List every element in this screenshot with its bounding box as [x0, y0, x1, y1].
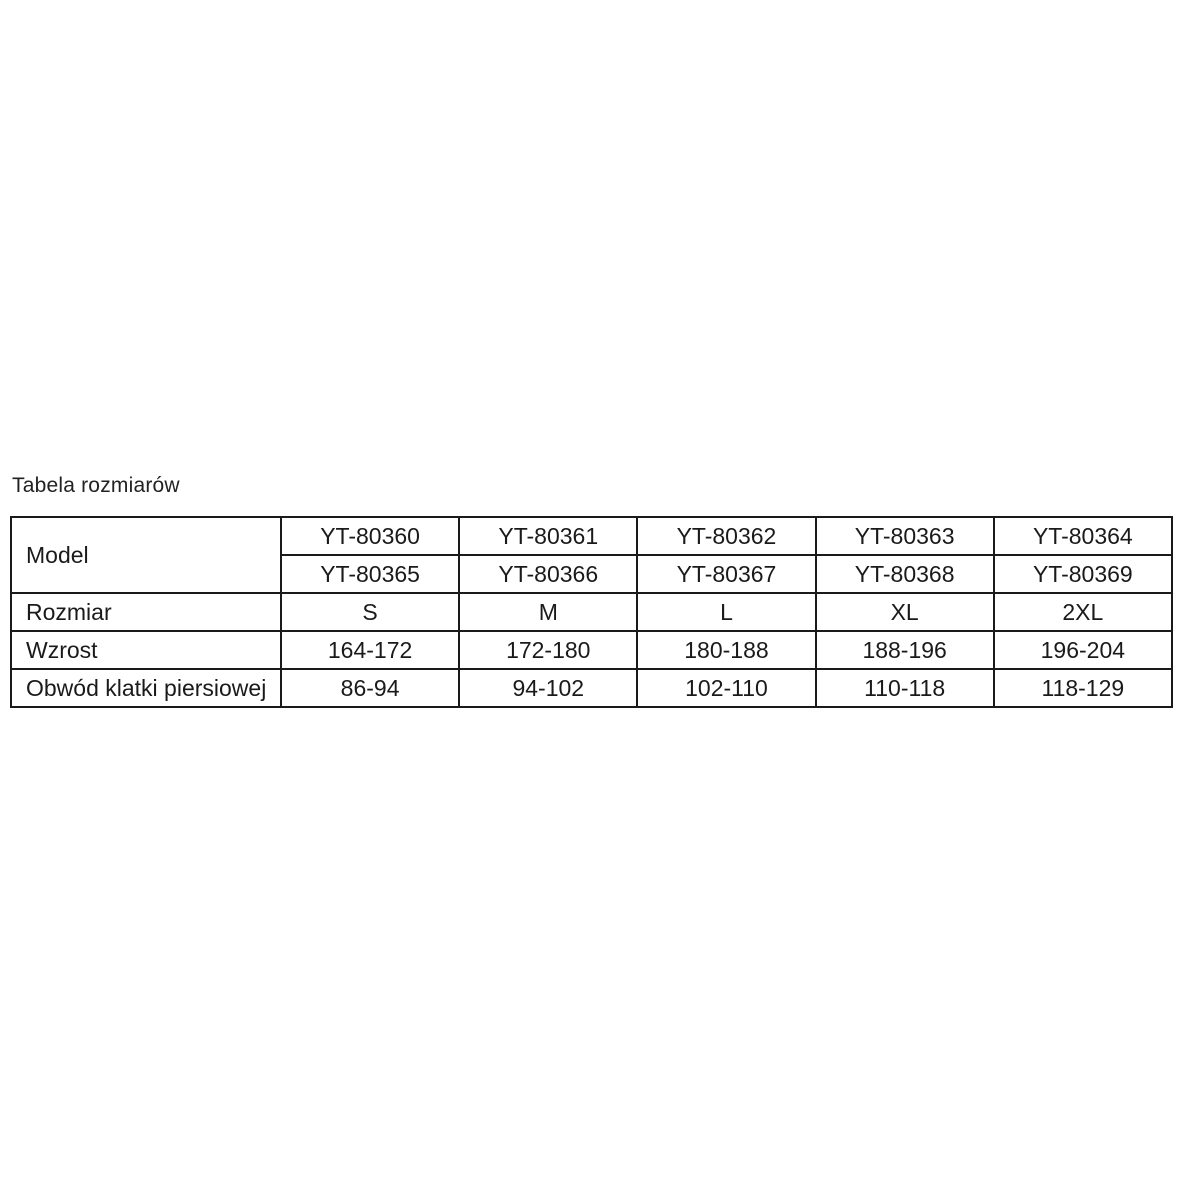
- size-cell: S: [281, 593, 459, 631]
- chest-cell: 118-129: [994, 669, 1172, 707]
- size-cell: XL: [816, 593, 994, 631]
- model-cell: YT-80369: [994, 555, 1172, 593]
- model-cell: YT-80364: [994, 517, 1172, 555]
- table-row-size: [11, 593, 1172, 631]
- table-row-model-1: [11, 517, 1172, 555]
- model-cell: YT-80365: [281, 555, 459, 593]
- model-cell: YT-80366: [459, 555, 637, 593]
- table-title: Tabela rozmiarów: [12, 474, 180, 497]
- height-cell: 180-188: [637, 631, 815, 669]
- model-cell: YT-80361: [459, 517, 637, 555]
- chest-cell: 110-118: [816, 669, 994, 707]
- chest-cell: 102-110: [637, 669, 815, 707]
- height-cell: 196-204: [994, 631, 1172, 669]
- chest-cell: 86-94: [281, 669, 459, 707]
- height-cell: 164-172: [281, 631, 459, 669]
- row-label-height: Wzrost: [11, 631, 281, 669]
- size-chart-table: [10, 516, 1173, 708]
- table-row-chest: [11, 669, 1172, 707]
- height-cell: 188-196: [816, 631, 994, 669]
- row-label-size: Rozmiar: [11, 593, 281, 631]
- row-label-chest: Obwód klatki piersiowej: [11, 669, 281, 707]
- model-cell: YT-80368: [816, 555, 994, 593]
- model-cell: YT-80362: [637, 517, 815, 555]
- size-cell: M: [459, 593, 637, 631]
- model-cell: YT-80360: [281, 517, 459, 555]
- row-label-model: Model: [11, 517, 281, 593]
- model-cell: YT-80363: [816, 517, 994, 555]
- chest-cell: 94-102: [459, 669, 637, 707]
- model-cell: YT-80367: [637, 555, 815, 593]
- size-cell: 2XL: [994, 593, 1172, 631]
- table-row-height: [11, 631, 1172, 669]
- size-cell: L: [637, 593, 815, 631]
- height-cell: 172-180: [459, 631, 637, 669]
